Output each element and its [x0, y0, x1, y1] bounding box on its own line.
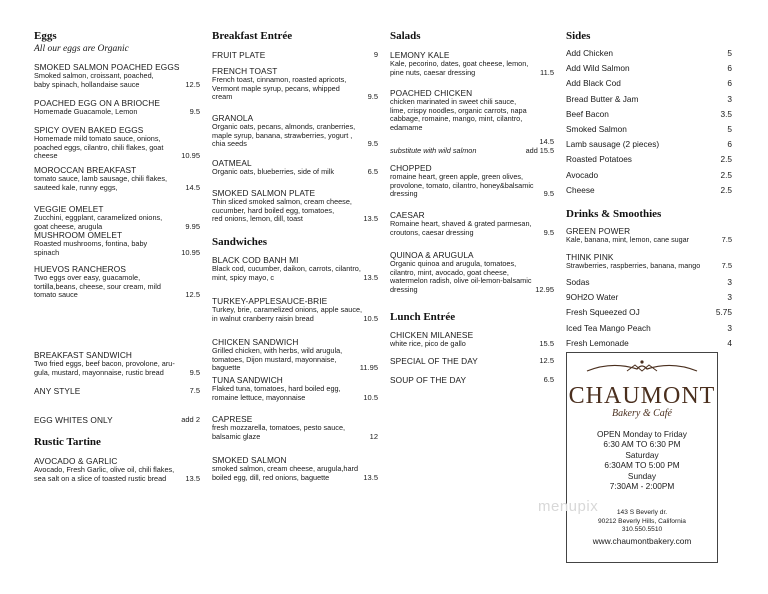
- item-description-line: French toast, cinnamon, roasted apricots,: [212, 75, 347, 84]
- item-name: FRUIT PLATE: [212, 50, 266, 60]
- eggs-subtitle: All our eggs are Organic: [34, 44, 129, 54]
- brand-name: CHAUMONT: [568, 383, 716, 409]
- side-item-price: 2.5: [720, 184, 732, 195]
- opening-hours: [567, 429, 717, 491]
- side-item: [566, 61, 732, 76]
- item-price: 6.5: [543, 375, 554, 384]
- item-price: 9.5: [189, 107, 200, 116]
- item-description-line: romaine lettuce, mayonnaise: [212, 392, 306, 402]
- drink-description: Strawberries, raspberries, banana, mango: [566, 261, 701, 270]
- menu-item: [390, 330, 554, 349]
- side-item: [566, 92, 732, 107]
- menu-item: [34, 98, 200, 117]
- item-description-line: white rice, pico de gallo: [390, 339, 466, 348]
- drink-price: 7.5: [721, 261, 732, 270]
- item-name: SPICY OVEN BAKED EGGS: [34, 125, 144, 135]
- item-price: 9.5: [543, 227, 554, 237]
- menu-item: [34, 204, 200, 231]
- menu-item: [390, 50, 554, 77]
- item-description-line: Vermont maple syrup, pecans, whipped: [212, 83, 340, 93]
- item-price: 14.5: [185, 182, 200, 192]
- hours-line: 6:30AM TO 5:00 PM: [604, 460, 680, 471]
- menu-item: [212, 455, 378, 482]
- hours-line: 7:30AM - 2:00PM: [609, 481, 675, 492]
- drink-description: Kale, banana, mint, lemon, cane sugar: [566, 235, 690, 244]
- item-description-line: edamame: [390, 122, 423, 132]
- item-description-line: red onions, lemon, dill, toast: [212, 214, 303, 224]
- item-name: FRENCH TOAST: [212, 66, 278, 76]
- item-name: BLACK COD BANH MI: [212, 255, 299, 265]
- hours-line: 6:30 AM TO 6:30 PM: [603, 439, 681, 450]
- item-description-line: Grilled chicken, with herbs, wild arugula,: [212, 346, 343, 355]
- drink-price: 3: [727, 292, 732, 303]
- menu-item: [34, 230, 200, 257]
- item-price: 14.5: [539, 137, 554, 146]
- side-item: [566, 122, 732, 137]
- menu-item: [390, 375, 554, 385]
- drink-price: 5.75: [715, 307, 732, 318]
- item-price: 11.5: [539, 67, 554, 77]
- item-price: 13.5: [363, 272, 378, 282]
- item-price: 12.95: [535, 284, 554, 294]
- item-description-line: Black cod, cucumber, daikon, carrots, cilantro,: [212, 264, 361, 273]
- item-name: TURKEY-APPLESAUCE-BRIE: [212, 296, 328, 306]
- item-description-line: cream: [212, 92, 233, 102]
- drinks-smoothies-heading: Drinks & Smoothies: [566, 208, 662, 220]
- drink-price: 4: [727, 337, 732, 348]
- item-description-line: Homemade mild tomato sauce, onions,: [34, 134, 161, 143]
- side-item: [566, 137, 732, 152]
- item-description-line: gula, mustard, mayonnaise, rustic bread: [34, 367, 164, 377]
- wild-salmon-price: add 15.5: [525, 146, 554, 155]
- item-description-line: Avocado, Fresh Garlic, olive oil, chili flakes,: [34, 465, 175, 474]
- side-item: [566, 107, 732, 122]
- menu-item: [34, 125, 200, 161]
- item-name: EGG WHITES ONLY: [34, 415, 113, 425]
- item-description-line: boiled egg, dill, red onions, baguette: [212, 472, 330, 482]
- item-description-line: Two eggs over easy, guacamole,: [34, 273, 141, 282]
- menu-item: [390, 210, 554, 237]
- menu-item: [212, 158, 378, 177]
- item-description-line: mint, spicy mayo, c: [212, 272, 275, 282]
- item-name: AVOCADO & GARLIC: [34, 456, 118, 466]
- item-name: MUSHROOM OMELET: [34, 230, 123, 240]
- item-name: TUNA SANDWICH: [212, 375, 283, 385]
- item-price: 13.5: [363, 214, 378, 224]
- item-name: CAESAR: [390, 210, 425, 220]
- menu-item: [212, 188, 378, 224]
- item-description-line: goat cheese, arugula: [34, 221, 103, 231]
- item-description-line: Homemade Guacamole, Lemon: [34, 107, 138, 116]
- menu-item: [212, 50, 378, 60]
- drink-item: [566, 305, 732, 320]
- item-price: 9.5: [367, 92, 378, 102]
- side-item-name: Lamb sausage (2 pieces): [566, 139, 660, 150]
- item-description-line: spinach: [34, 247, 60, 257]
- item-name: POACHED CHICKEN: [390, 88, 473, 98]
- address-line: 90212 Beverly Hills, California: [598, 517, 686, 525]
- item-price: 9.95: [185, 221, 200, 231]
- menu-item: [212, 337, 378, 373]
- item-price: add 2: [181, 415, 200, 424]
- item-name: ANY STYLE: [34, 386, 81, 396]
- side-item-price: 6: [727, 139, 732, 150]
- item-name: LEMONY KALE: [390, 50, 450, 60]
- hours-line: OPEN Monday to Friday: [597, 429, 687, 439]
- side-item-name: Add Chicken: [566, 48, 614, 58]
- address-line: 143 S Beverly dr.: [616, 509, 668, 517]
- breakfast-entree-heading: Breakfast Entrée: [212, 30, 293, 42]
- menu-item: [212, 296, 378, 323]
- menu-item: [212, 255, 378, 282]
- side-item-name: Cheese: [566, 184, 595, 195]
- item-price: 12: [369, 431, 378, 441]
- item-name: CHICKEN SANDWICH: [212, 337, 299, 347]
- item-description-line: romaine heart, green apple, green olives,: [390, 172, 524, 181]
- item-description-line: cilantro, mint, avocado, goat cheese,: [390, 267, 509, 277]
- item-name: CHICKEN MILANESE: [390, 330, 474, 340]
- menu-item: [34, 415, 200, 425]
- item-description-line: baby spinach, hollandaise sauce: [34, 79, 140, 89]
- item-description-line: chicken marinated in sweet chili sauce,: [390, 97, 517, 106]
- item-description-line: smoked salmon, cream cheese, arugula,hard: [212, 464, 359, 473]
- item-description-line: tortilla,beans, cheese, sour cream, mild: [34, 281, 161, 291]
- side-item-name: Smoked Salmon: [566, 124, 627, 134]
- item-price: 10.95: [181, 151, 200, 160]
- drink-item: [566, 275, 732, 290]
- sandwiches-heading: Sandwiches: [212, 236, 268, 248]
- side-item-price: 5: [727, 48, 732, 58]
- item-description-line: Kale, pecorino, dates, goat cheese, lemon,: [390, 59, 529, 68]
- drink-item: [566, 290, 732, 305]
- item-name: CAPRESE: [212, 414, 253, 424]
- item-price: 13.5: [363, 472, 378, 482]
- item-price: 10.5: [363, 392, 378, 402]
- item-price: 10.5: [363, 313, 378, 323]
- side-item: [566, 152, 732, 167]
- drink-item: [566, 252, 732, 271]
- item-price: 13.5: [185, 474, 200, 483]
- item-description-line: Organic quinoa and arugula, tomatoes,: [390, 259, 517, 268]
- drink-price: 7.5: [721, 235, 732, 244]
- item-price: 12.5: [185, 290, 200, 300]
- item-name: SMOKED SALMON POACHED EGGS: [34, 62, 180, 72]
- drink-item: [566, 336, 732, 351]
- menu-item: [34, 386, 200, 396]
- item-description-line: Thin sliced smoked salmon, cream cheese,: [212, 197, 352, 206]
- sides-heading: Sides: [566, 30, 591, 42]
- side-item-name: Add Black Cod: [566, 78, 621, 89]
- menu-item: [390, 356, 554, 366]
- website-link[interactable]: www.chaumontbakery.com: [592, 535, 692, 546]
- item-price: 11.95: [359, 363, 378, 373]
- item-name: VEGGIE OMELET: [34, 204, 104, 214]
- side-item-name: Bread Butter & Jam: [566, 93, 639, 104]
- item-description-line: sauteed kale, runny eggs,: [34, 182, 118, 192]
- item-description-line: poached eggs, cilantro, chili flakes, goat: [34, 142, 164, 152]
- eggs-heading: Eggs: [34, 30, 57, 42]
- item-description-line: Flaked tuna, tomatoes, hard boiled egg,: [212, 384, 341, 393]
- item-description-line: chia seeds: [212, 139, 247, 149]
- side-item-price: 2.5: [720, 154, 732, 165]
- menu-item: [34, 264, 200, 300]
- hours-line: Sunday: [627, 470, 657, 481]
- item-description-line: provolone, tomato, cilantro, honey&balsamic: [390, 180, 534, 190]
- brand-tagline: Bakery & Café: [612, 408, 672, 419]
- item-description-line: Two fried eggs, beef bacon, provolone, aru-: [34, 359, 175, 368]
- menu-item: [390, 88, 554, 146]
- side-item-price: 3: [727, 93, 732, 104]
- side-item-price: 3.5: [720, 108, 732, 119]
- drink-name: Sodas: [566, 277, 590, 287]
- item-price: 9.5: [189, 368, 200, 377]
- menu-item: [390, 250, 554, 294]
- item-price: 10.95: [181, 247, 200, 257]
- item-description-line: tomato sauce: [34, 290, 78, 300]
- item-description-line: in walnut cranberry raisin bread: [212, 313, 314, 323]
- side-item-name: Beef Bacon: [566, 108, 609, 119]
- item-description-line: cucumber, hard boiled egg, tomatoes,: [212, 205, 335, 215]
- drink-name: Fresh Squeezed OJ: [566, 307, 640, 318]
- address-line: 310.550.5510: [621, 526, 663, 534]
- item-description-line: maple syrup, banana, strawberries, yogurt ,: [212, 130, 353, 140]
- item-description-line: Organic oats, pecans, almonds, cranberries,: [212, 122, 356, 131]
- item-name: POACHED EGG ON A BRIOCHE: [34, 98, 160, 108]
- menu-item: [34, 165, 200, 192]
- item-price: 12.5: [539, 356, 554, 365]
- watermark: menupix: [538, 498, 599, 515]
- drink-name: Iced Tea Mango Peach: [566, 322, 651, 333]
- side-item: [566, 46, 732, 61]
- side-item-price: 2.5: [720, 169, 732, 180]
- item-description-line: pine nuts, caesar dressing: [390, 67, 476, 77]
- item-description-line: dressing: [390, 284, 418, 294]
- side-item: [566, 76, 732, 91]
- item-description-line: baguette: [212, 363, 241, 373]
- side-item-price: 6: [727, 78, 732, 89]
- rustic-tartine-heading: Rustic Tartine: [34, 436, 101, 448]
- drink-name: GREEN POWER: [566, 226, 631, 236]
- item-name: SOUP OF THE DAY: [390, 375, 467, 385]
- drink-item: [566, 321, 732, 336]
- drink-price: 3: [727, 277, 732, 287]
- menu-item: [212, 414, 378, 441]
- wild-salmon-note: substitute with wild salmon: [390, 146, 477, 155]
- item-description-line: Roasted mushrooms, fontina, baby: [34, 239, 148, 248]
- side-item: [566, 168, 732, 183]
- menu-item: [34, 456, 200, 483]
- side-item-name: Avocado: [566, 169, 599, 180]
- item-name: SPECIAL OF THE DAY: [390, 356, 478, 366]
- item-description-line: Romaine heart, shaved & grated parmesan,: [390, 219, 532, 228]
- item-description-line: watermelon radish, olive oil-lemon-balsamic: [390, 276, 532, 286]
- item-description-line: cheese: [34, 151, 58, 161]
- menu-item: [390, 163, 554, 199]
- item-name: SMOKED SALMON PLATE: [212, 188, 316, 198]
- item-description-line: fresh mozzarella, tomatoes, pesto sauce,: [212, 423, 346, 432]
- hours-line: Saturday: [625, 449, 659, 460]
- item-name: CHOPPED: [390, 163, 432, 173]
- item-description-line: Zucchini, eggplant, caramelized onions,: [34, 213, 163, 222]
- menu-item: [212, 113, 378, 149]
- item-price: 12.5: [185, 79, 200, 89]
- menu-item: [212, 66, 378, 102]
- item-description-line: tomato sauce, lamb sausage, chili flakes,: [34, 174, 168, 183]
- item-name: MOROCCAN BREAKFAST: [34, 165, 137, 175]
- crown-ornament-icon: [567, 357, 717, 379]
- item-price: 7.5: [189, 386, 200, 395]
- item-description-line: tomatoes, Dijon mustard, mayonnaise,: [212, 354, 337, 364]
- item-description-line: Turkey, brie, caramelized onions, apple sauce,: [212, 305, 363, 314]
- item-name: BREAKFAST SANDWICH: [34, 350, 132, 360]
- side-item-price: 6: [727, 63, 732, 74]
- salads-heading: Salads: [390, 30, 421, 42]
- drink-price: 3: [727, 322, 732, 333]
- menu-item: [34, 62, 200, 89]
- item-name: GRANOLA: [212, 113, 254, 123]
- item-name: HUEVOS RANCHEROS: [34, 264, 126, 274]
- item-description-line: dressing: [390, 189, 418, 199]
- item-price: 6.5: [367, 167, 378, 176]
- drink-name: THINK PINK: [566, 252, 614, 262]
- item-description-line: croutons, caesar dressing: [390, 227, 474, 237]
- menu-item: [212, 375, 378, 402]
- item-price: 15.5: [539, 339, 554, 348]
- item-price: 9: [373, 50, 378, 59]
- item-name: OATMEAL: [212, 158, 252, 168]
- item-description-line: cabbage, romaine, mango, mint, cilantro,: [390, 114, 523, 124]
- side-item-name: Roasted Potatoes: [566, 154, 632, 165]
- side-item: [566, 183, 732, 198]
- side-item-name: Add Wild Salmon: [566, 63, 630, 74]
- info-box: [566, 352, 718, 563]
- item-description-line: lime, crispy noodles, organic carrots, napa: [390, 105, 527, 115]
- drink-name: Fresh Lemonade: [566, 337, 629, 348]
- item-name: QUINOA & ARUGULA: [390, 250, 474, 260]
- lunch-entree-heading: Lunch Entrée: [390, 311, 456, 323]
- item-description-line: Organic oats, blueberries, side of milk: [212, 167, 335, 176]
- item-description-line: sea salt on a slice of toasted rustic bread: [34, 473, 167, 483]
- menu-item: [34, 350, 200, 377]
- drink-name: 9OH2O Water: [566, 292, 619, 303]
- drink-item: [566, 226, 732, 245]
- item-description-line: balsamic glaze: [212, 431, 261, 441]
- side-item-price: 5: [727, 124, 732, 134]
- item-price: 9.5: [543, 189, 554, 199]
- item-description-line: Smoked salmon, croissant, poached,: [34, 71, 154, 80]
- item-name: SMOKED SALMON: [212, 455, 287, 465]
- item-price: 9.5: [367, 139, 378, 149]
